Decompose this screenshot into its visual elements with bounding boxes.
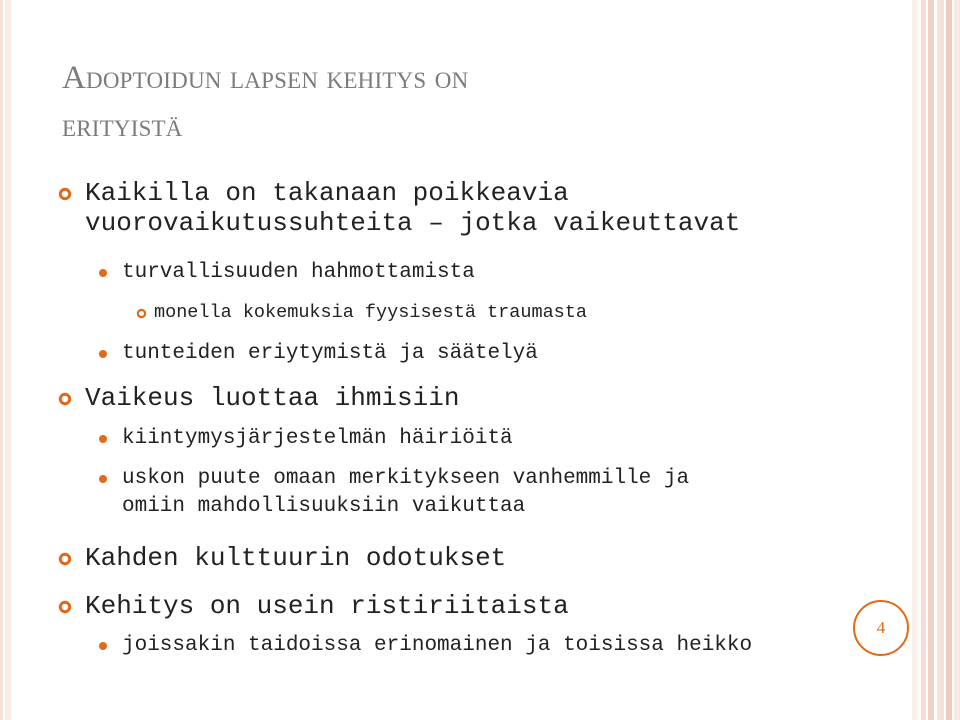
- bullet-text: Kaikilla on takanaan poikkeavia vuorovaikutussuhteita – jotka vaikeuttavat: [85, 178, 741, 238]
- orange-ring-bullet-icon: [58, 187, 72, 201]
- page-number: 4: [876, 618, 886, 637]
- bullet-text: Vaikeus luottaa ihmisiin: [85, 383, 460, 413]
- orange-ring-bullet-icon: [58, 552, 72, 566]
- sub-sub-bullet-text: monella kokemuksia fyysisestä traumasta: [154, 302, 587, 323]
- sub-bullet-item: [98, 632, 752, 660]
- bullet-item: [58, 591, 569, 621]
- bullet-item: [58, 383, 459, 413]
- slide-title-line-1: Adoptoidun lapsen kehitys on: [62, 60, 469, 96]
- bullet-text: Kahden kulttuurin odotukset: [85, 543, 507, 573]
- sub-bullet-item: [98, 340, 538, 368]
- bullet-item: [58, 178, 740, 238]
- orange-ring-bullet-icon: [58, 600, 72, 614]
- bullet-item: [58, 543, 506, 573]
- sub-bullet-item: [98, 259, 475, 287]
- sub-bullet-text: uskon puute omaan merkitykseen vanhemmille ja omiin mahdollisuuksiin vaikuttaa: [122, 467, 690, 518]
- slide-title-line-2: erityistä: [62, 108, 183, 144]
- orange-dot-bullet-icon: [98, 349, 108, 359]
- sub-bullet-text: tunteiden eriytymistä ja säätelyä: [122, 342, 538, 365]
- orange-dot-bullet-icon: [98, 434, 108, 444]
- sub-bullet-item: [98, 465, 689, 521]
- sub-bullet-text: joissakin taidoissa erinomainen ja toisissa heikko: [122, 634, 753, 657]
- sub-sub-bullet-item: [136, 301, 587, 325]
- sub-bullet-text: kiintymysjärjestelmän häiriöitä: [122, 427, 513, 450]
- orange-dot-bullet-icon: [98, 641, 108, 651]
- orange-ring-small-bullet-icon: [136, 308, 147, 319]
- orange-dot-bullet-icon: [98, 474, 108, 484]
- orange-ring-bullet-icon: [58, 392, 72, 406]
- orange-dot-bullet-icon: [98, 268, 108, 278]
- sub-bullet-item: [98, 425, 513, 453]
- sub-bullet-text: turvallisuuden hahmottamista: [122, 261, 475, 284]
- bullet-text: Kehitys on usein ristiriitaista: [85, 591, 569, 621]
- page-number-badge: [853, 600, 909, 656]
